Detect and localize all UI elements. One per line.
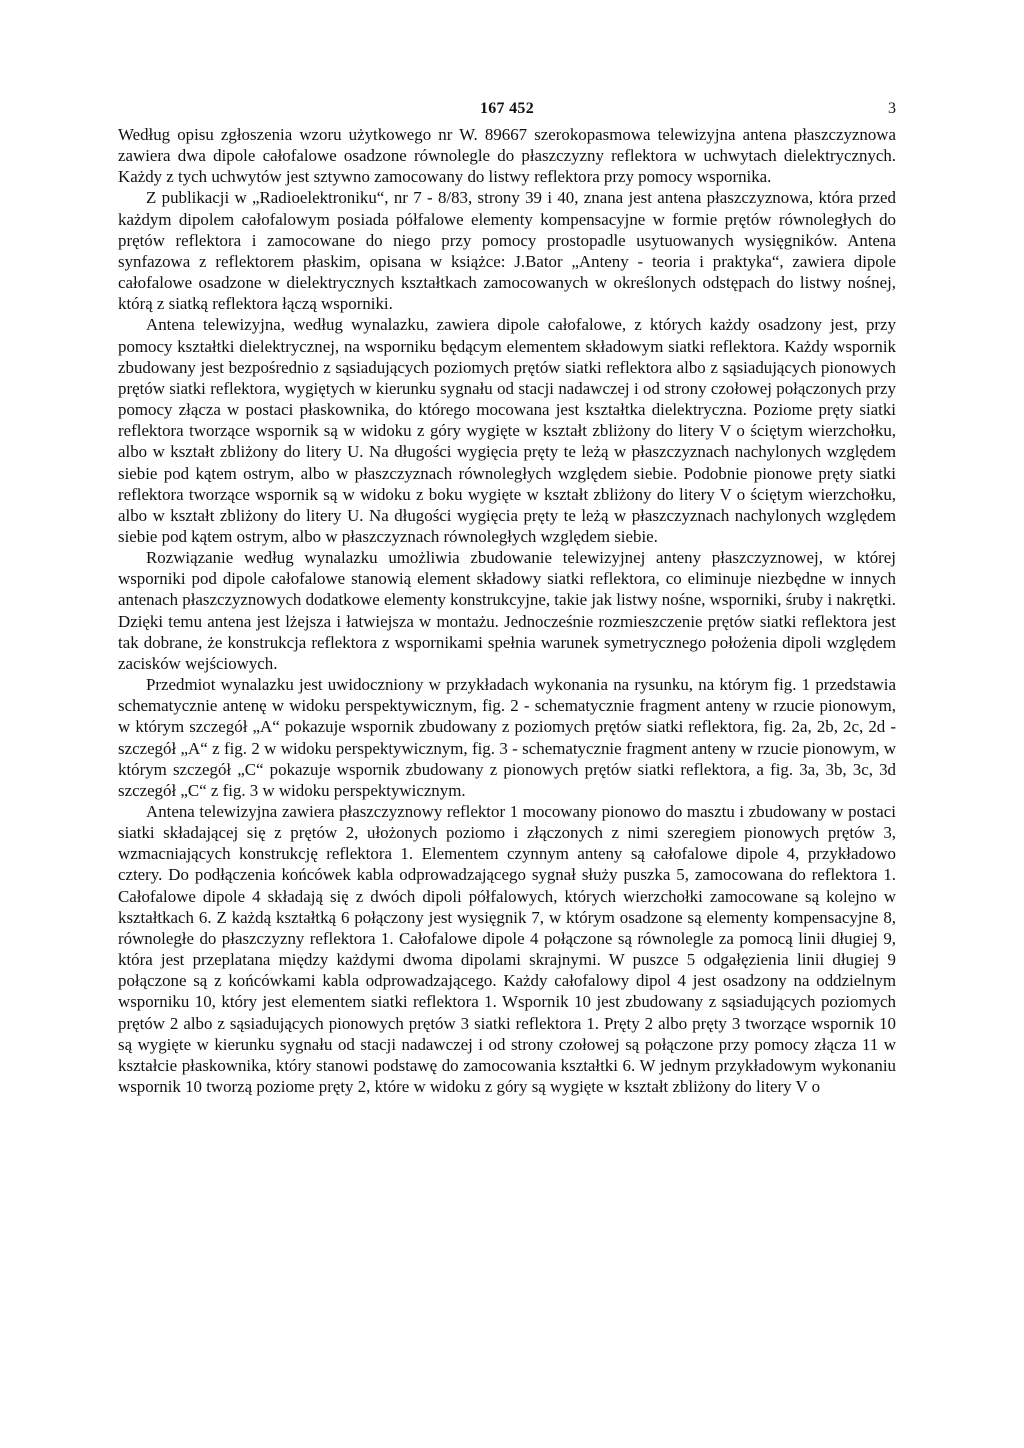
paragraph-figures-description: Przedmiot wynalazku jest uwidoczniony w przykładach wykonania na rysunku, na którym fig. 1 przedstawia schematycznie antenę w widoku perspektywicznym, fig. 2 - schematycznie fragment anteny w rzucie pionowym, w którym szczegół „A“ pokazuje wspornik zbudowany z poziomych prętów siatki reflektora, fig. 2a, 2b, 2c, 2d - szczegół „A“ z fig. 2 w widoku perspektywicznym, fig. 3 - schematycznie fragment anteny w rzucie pionowym, w którym szczegół „C“ pokazuje wspornik zbudowany z pionowych prętów siatki reflektora, a fig. 3a, 3b, 3c, 3d szczegół „C“ z fig. 3 w widoku perspektywicznym. [118,675,896,800]
document-page [118,96,896,1097]
paragraph-embodiment: Antena telewizyjna zawiera płaszczyznowy reflektor 1 mocowany pionowo do masztu i zbudowany w postaci siatki składającej się z prętów 2, ułożonych poziomo i złączonych z nimi szeregiem pionowych prętów 3, wzmacniających konstrukcję reflektora 1. Elementem czynnym anteny są całofalowe dipole 4, przykładowo cztery. Do podłączenia końcówek kabla odprowadzającego sygnał służy puszka 5, zamocowana do reflektora 1. Całofalowe dipole 4 składają się z dwóch dipoli półfalowych, których wierzchołki zamocowane są kolejno w kształtkach 6. Z każdą kształtką 6 połączony jest wysięgnik 7, w którym osadzone są elementy kompensacyjne 8, równoległe do płaszczyzny reflektora 1. Całofalowe dipole 4 połączone są równolegle za pomocą linii długiej 9, która jest przeplatana między każdymi dwoma dipolami skrajnymi. W puszce 5 odgałęzienia linii długiej 9 połączone są z końcówkami kabla odprowadzającego. Każdy całofalowy dipol 4 jest osadzony na oddzielnym wsporniku 10, który jest elementem siatki reflektora 1. Wspornik 10 jest zbudowany z sąsiadujących poziomych prętów 2 albo z sąsiadujących pionowych prętów 3 siatki reflektora 1. Pręty 2 albo pręty 3 tworzące wspornik 10 są wygięte w kierunku sygnału od stacji nadawczej i od strony czołowej są połączone przy pomocy złącza 11 w kształcie płaskownika, który stanowi podstawę do zamocowania kształtki 6. W jednym przykładowym wykonaniu wspornik 10 tworzą poziome pręty 2, które w widoku z góry są wygięte w kształt zbliżony do litery V o [118,802,896,1097]
page-header [118,96,896,124]
paragraph-invention-summary: Antena telewizyjna, według wynalazku, zawiera dipole całofalowe, z których każdy osadzony jest, przy pomocy kształtki dielektrycznej, na wsporniku będącym elementem składowym siatki reflektora. Każdy wspornik zbudowany jest bezpośrednio z sąsiadujących poziomych prętów siatki reflektora albo z sąsiadujących pionowych prętów siatki reflektora, wygiętych w kierunku sygnału od stacji nadawczej i od strony czołowej połączonych przy pomocy złącza w postaci płaskownika, do którego mocowana jest kształtka dielektryczna. Poziome pręty siatki reflektora tworzące wspornik są w widoku z góry wygięte w kształt zbliżony do litery V o ściętym wierzchołku, albo w kształt zbliżony do litery U. Na długości wygięcia pręty te leżą w płaszczyznach nachylonych względem siebie pod kątem ostrym, albo w płaszczyznach równoległych względem siebie. Podobnie pionowe pręty siatki reflektora tworzące wspornik są w widoku z boku wygięte w kształt zbliżony do litery V o ściętym wierzchołku, albo w kształt zbliżony do litery U. Na długości wygięcia pręty te leżą w płaszczyznach nachylonych względem siebie pod kątem ostrym, albo w płaszczyznach równoległych względem siebie. [118,315,896,546]
paragraph-advantages: Rozwiązanie według wynalazku umożliwia zbudowanie telewizyjnej anteny płaszczyznowej, w której wsporniki pod dipole całofalowe stanowią element składowy siatki reflektora, co eliminuje niezbędne w innych antenach płaszczyznowych dodatkowe elementy konstrukcyjne, takie jak listwy nośne, wsporniki, śruby i nakrętki. Dzięki temu antena jest lżejsza i łatwiejsza w montażu. Jednocześnie rozmieszczenie prętów siatki reflektora jest tak dobrane, że konstrukcja reflektora z wspornikami spełnia warunek symetrycznego położenia dipoli względem zacisków wejściowych. [118,548,896,673]
paragraph-prior-art-publications: Z publikacji w „Radioelektroniku“, nr 7 - 8/83, strony 39 i 40, znana jest antena płaszczyznowa, która przed każdym dipolem całofalowym posiada półfalowe elementy kompensacyjne w formie prętów równoległych do prętów reflektora i zamocowane do niego przy pomocy prostopadle usytuowanych wysięgników. Antena synfazowa z reflektorem płaskim, opisana w książce: J.Bator „Anteny - teoria i praktyka“, zawiera dipole całofalowe osadzone w dielektrycznych kształtkach zamocowanych w określonych odstępach do listwy nośnej, którą z siatką reflektora łączą wsporniki. [118,188,896,314]
document-body [118,124,896,1097]
patent-number: 167 452 [479,100,535,117]
paragraph-prior-art-utility-model: Według opisu zgłoszenia wzoru użytkowego nr W. 89667 szerokopasmowa telewizyjna antena płaszczyznowa zawiera dwa dipole całofalowe osadzone równolegle do płaszczyzny reflektora w uchwytach dielektrycznych. Każdy z tych uchwytów jest sztywno zamocowany do listwy reflektora przy pomocy wspornika. [118,125,896,187]
page-number: 3 [888,100,896,117]
